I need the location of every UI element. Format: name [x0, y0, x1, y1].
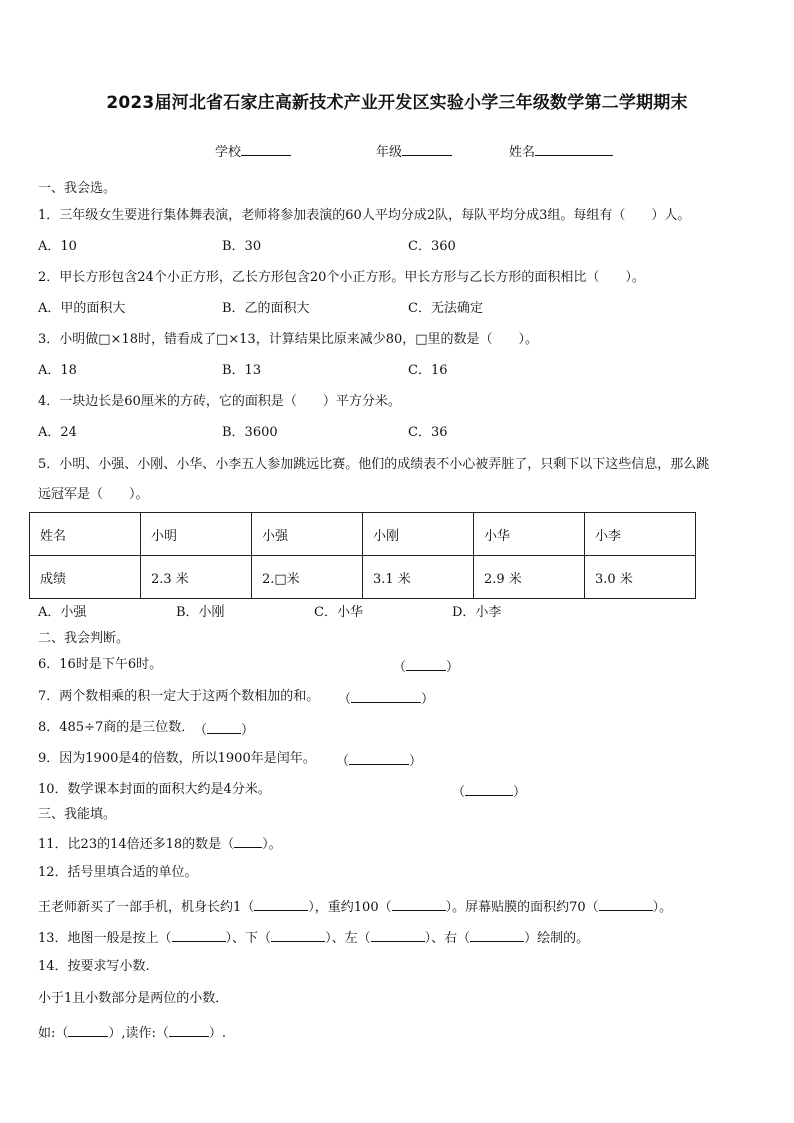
fill-item-11-text: 11．比23的14倍还多18的数是（: [38, 837, 235, 852]
answer-blank-14a[interactable]: [68, 1022, 108, 1037]
table-cell: 小强: [252, 513, 363, 556]
table-cell: 小明: [141, 513, 252, 556]
table-cell: 小刚: [363, 513, 474, 556]
table-row: [30, 556, 696, 599]
answer-blank-12b[interactable]: [392, 896, 446, 911]
table-cell: 3.1 米: [363, 556, 474, 599]
school-label: 学校: [215, 145, 242, 160]
table-cell: 2.3 米: [141, 556, 252, 599]
table-header-row: [30, 513, 696, 556]
grade-field: [376, 141, 452, 162]
grade-blank[interactable]: [402, 141, 452, 156]
section3-heading: 三、我能填。: [38, 807, 117, 822]
section1-heading: 一、我会选。: [38, 181, 117, 196]
q13-text-e: ）绘制的。: [524, 931, 590, 946]
judge-item-9: 9．因为1900是4的倍数，所以1900年是闰年。: [38, 751, 316, 766]
q4-option-b[interactable]: B．3600: [222, 425, 278, 440]
q12-text-b: ），重约100（: [308, 900, 392, 915]
q13-text-c: ）、左（: [325, 931, 371, 946]
q3-option-c[interactable]: C．16: [408, 363, 448, 378]
question-5-line2: 远冠军是（ ）。: [38, 487, 149, 502]
table-cell: 小李: [585, 513, 696, 556]
table-cell: 成绩: [30, 556, 141, 599]
q5-option-c[interactable]: C．小华: [314, 605, 363, 620]
page-title: 2023届河北省石家庄高新技术产业开发区实验小学三年级数学第二学期期末: [106, 93, 688, 113]
answer-blank-12c[interactable]: [599, 896, 653, 911]
name-blank[interactable]: [535, 141, 613, 156]
score-table: [29, 512, 696, 599]
question-2: 2．甲长方形包含24个小正方形，乙长方形包含20个小正方形。甲长方形与乙长方形的面积相比（ ）。: [38, 270, 645, 285]
answer-blank-7[interactable]: （ ）: [338, 688, 434, 709]
grade-label: 年级: [376, 145, 403, 160]
q14-text-c: ）.: [208, 1026, 227, 1041]
table-cell: 2.□米: [252, 556, 363, 599]
judge-item-10: 10．数学课本封面的面积大约是4分米。: [38, 782, 271, 797]
answer-blank-13d[interactable]: [470, 927, 524, 942]
q12-text-a: 王老师新买了一部手机，机身长约1（: [38, 900, 255, 915]
answer-blank-10[interactable]: （ ）: [452, 781, 526, 802]
answer-blank-14b[interactable]: [169, 1022, 209, 1037]
answer-blank-8[interactable]: （ ）: [194, 719, 254, 740]
judge-item-6: 6．16时是下午6时。: [38, 657, 163, 672]
q1-option-c[interactable]: C．360: [408, 239, 456, 254]
answer-blank-13b[interactable]: [271, 927, 325, 942]
q12-text-c: ）。屏幕贴膜的面积约70（: [445, 900, 599, 915]
name-label: 姓名: [509, 145, 536, 160]
answer-blank-9[interactable]: （ ）: [336, 750, 422, 771]
q1-option-b[interactable]: B．30: [222, 239, 262, 254]
section2-heading: 二、我会判断。: [38, 631, 130, 646]
q13-text-b: ）、下（: [225, 931, 272, 946]
table-cell: 姓名: [30, 513, 141, 556]
table-cell: 小华: [474, 513, 585, 556]
fill-item-12: 12．括号里填合适的单位。: [38, 865, 198, 880]
q4-option-a[interactable]: A．24: [38, 425, 77, 440]
answer-blank-13a[interactable]: [172, 927, 226, 942]
q3-option-a[interactable]: A．18: [38, 363, 77, 378]
school-field: [215, 141, 291, 162]
q5-option-a[interactable]: A．小强: [38, 605, 87, 620]
question-1: 1．三年级女生要进行集体舞表演，老师将参加表演的60人平均分成2队，每队平均分成3组。每组有（ ）人。: [38, 208, 691, 223]
q13-text-a: 13．地图一般是按上（: [38, 931, 172, 946]
q13-text-d: ）、右（: [424, 931, 471, 946]
q5-option-b[interactable]: B．小刚: [176, 605, 225, 620]
question-5-line1: 5．小明、小强、小刚、小华、小李五人参加跳远比赛。他们的成绩表不小心被弄脏了，只剩下以下这些信息，那么跳: [38, 457, 710, 472]
fill-item-14-example: [38, 1022, 226, 1043]
q2-option-c[interactable]: C．无法确定: [408, 301, 483, 316]
fill-item-12-line: [38, 896, 672, 917]
q2-option-a[interactable]: A．甲的面积大: [38, 301, 126, 316]
answer-blank-6[interactable]: （ ）: [393, 656, 459, 677]
judge-item-7: 7．两个数相乘的积一定大于这两个数相加的和。: [38, 689, 320, 704]
q4-option-c[interactable]: C．36: [408, 425, 448, 440]
question-4: 4．一块边长是60厘米的方砖，它的面积是（ ）平方分米。: [38, 394, 401, 409]
name-field: [509, 141, 613, 162]
q2-option-b[interactable]: B．乙的面积大: [222, 301, 310, 316]
q14-text-b: ）,读作:（: [108, 1026, 169, 1041]
table-cell: 3.0 米: [585, 556, 696, 599]
q14-text-a: 如:（: [38, 1026, 69, 1041]
answer-blank-12a[interactable]: [254, 896, 308, 911]
fill-item-13: [38, 927, 589, 948]
q1-option-a[interactable]: A．10: [38, 239, 77, 254]
q5-option-d[interactable]: D．小李: [452, 605, 502, 620]
q3-option-b[interactable]: B．13: [222, 363, 262, 378]
question-3: 3．小明做□×18时，错看成了□×13，计算结果比原来减少80，□里的数是（ ）。: [38, 332, 539, 347]
school-blank[interactable]: [241, 141, 291, 156]
fill-item-11: 11．比23的14倍还多18的数是（ ）。: [38, 833, 282, 854]
q12-text-d: ）。: [652, 900, 673, 915]
fill-item-14: 14．按要求写小数.: [38, 959, 150, 974]
answer-blank-11[interactable]: [234, 833, 262, 848]
fill-item-14-sub: 小于1且小数部分是两位的小数．: [38, 991, 229, 1006]
answer-blank-13c[interactable]: [371, 927, 425, 942]
table-cell: 2.9 米: [474, 556, 585, 599]
judge-item-8: 8．485÷7商的是三位数．: [38, 720, 195, 735]
